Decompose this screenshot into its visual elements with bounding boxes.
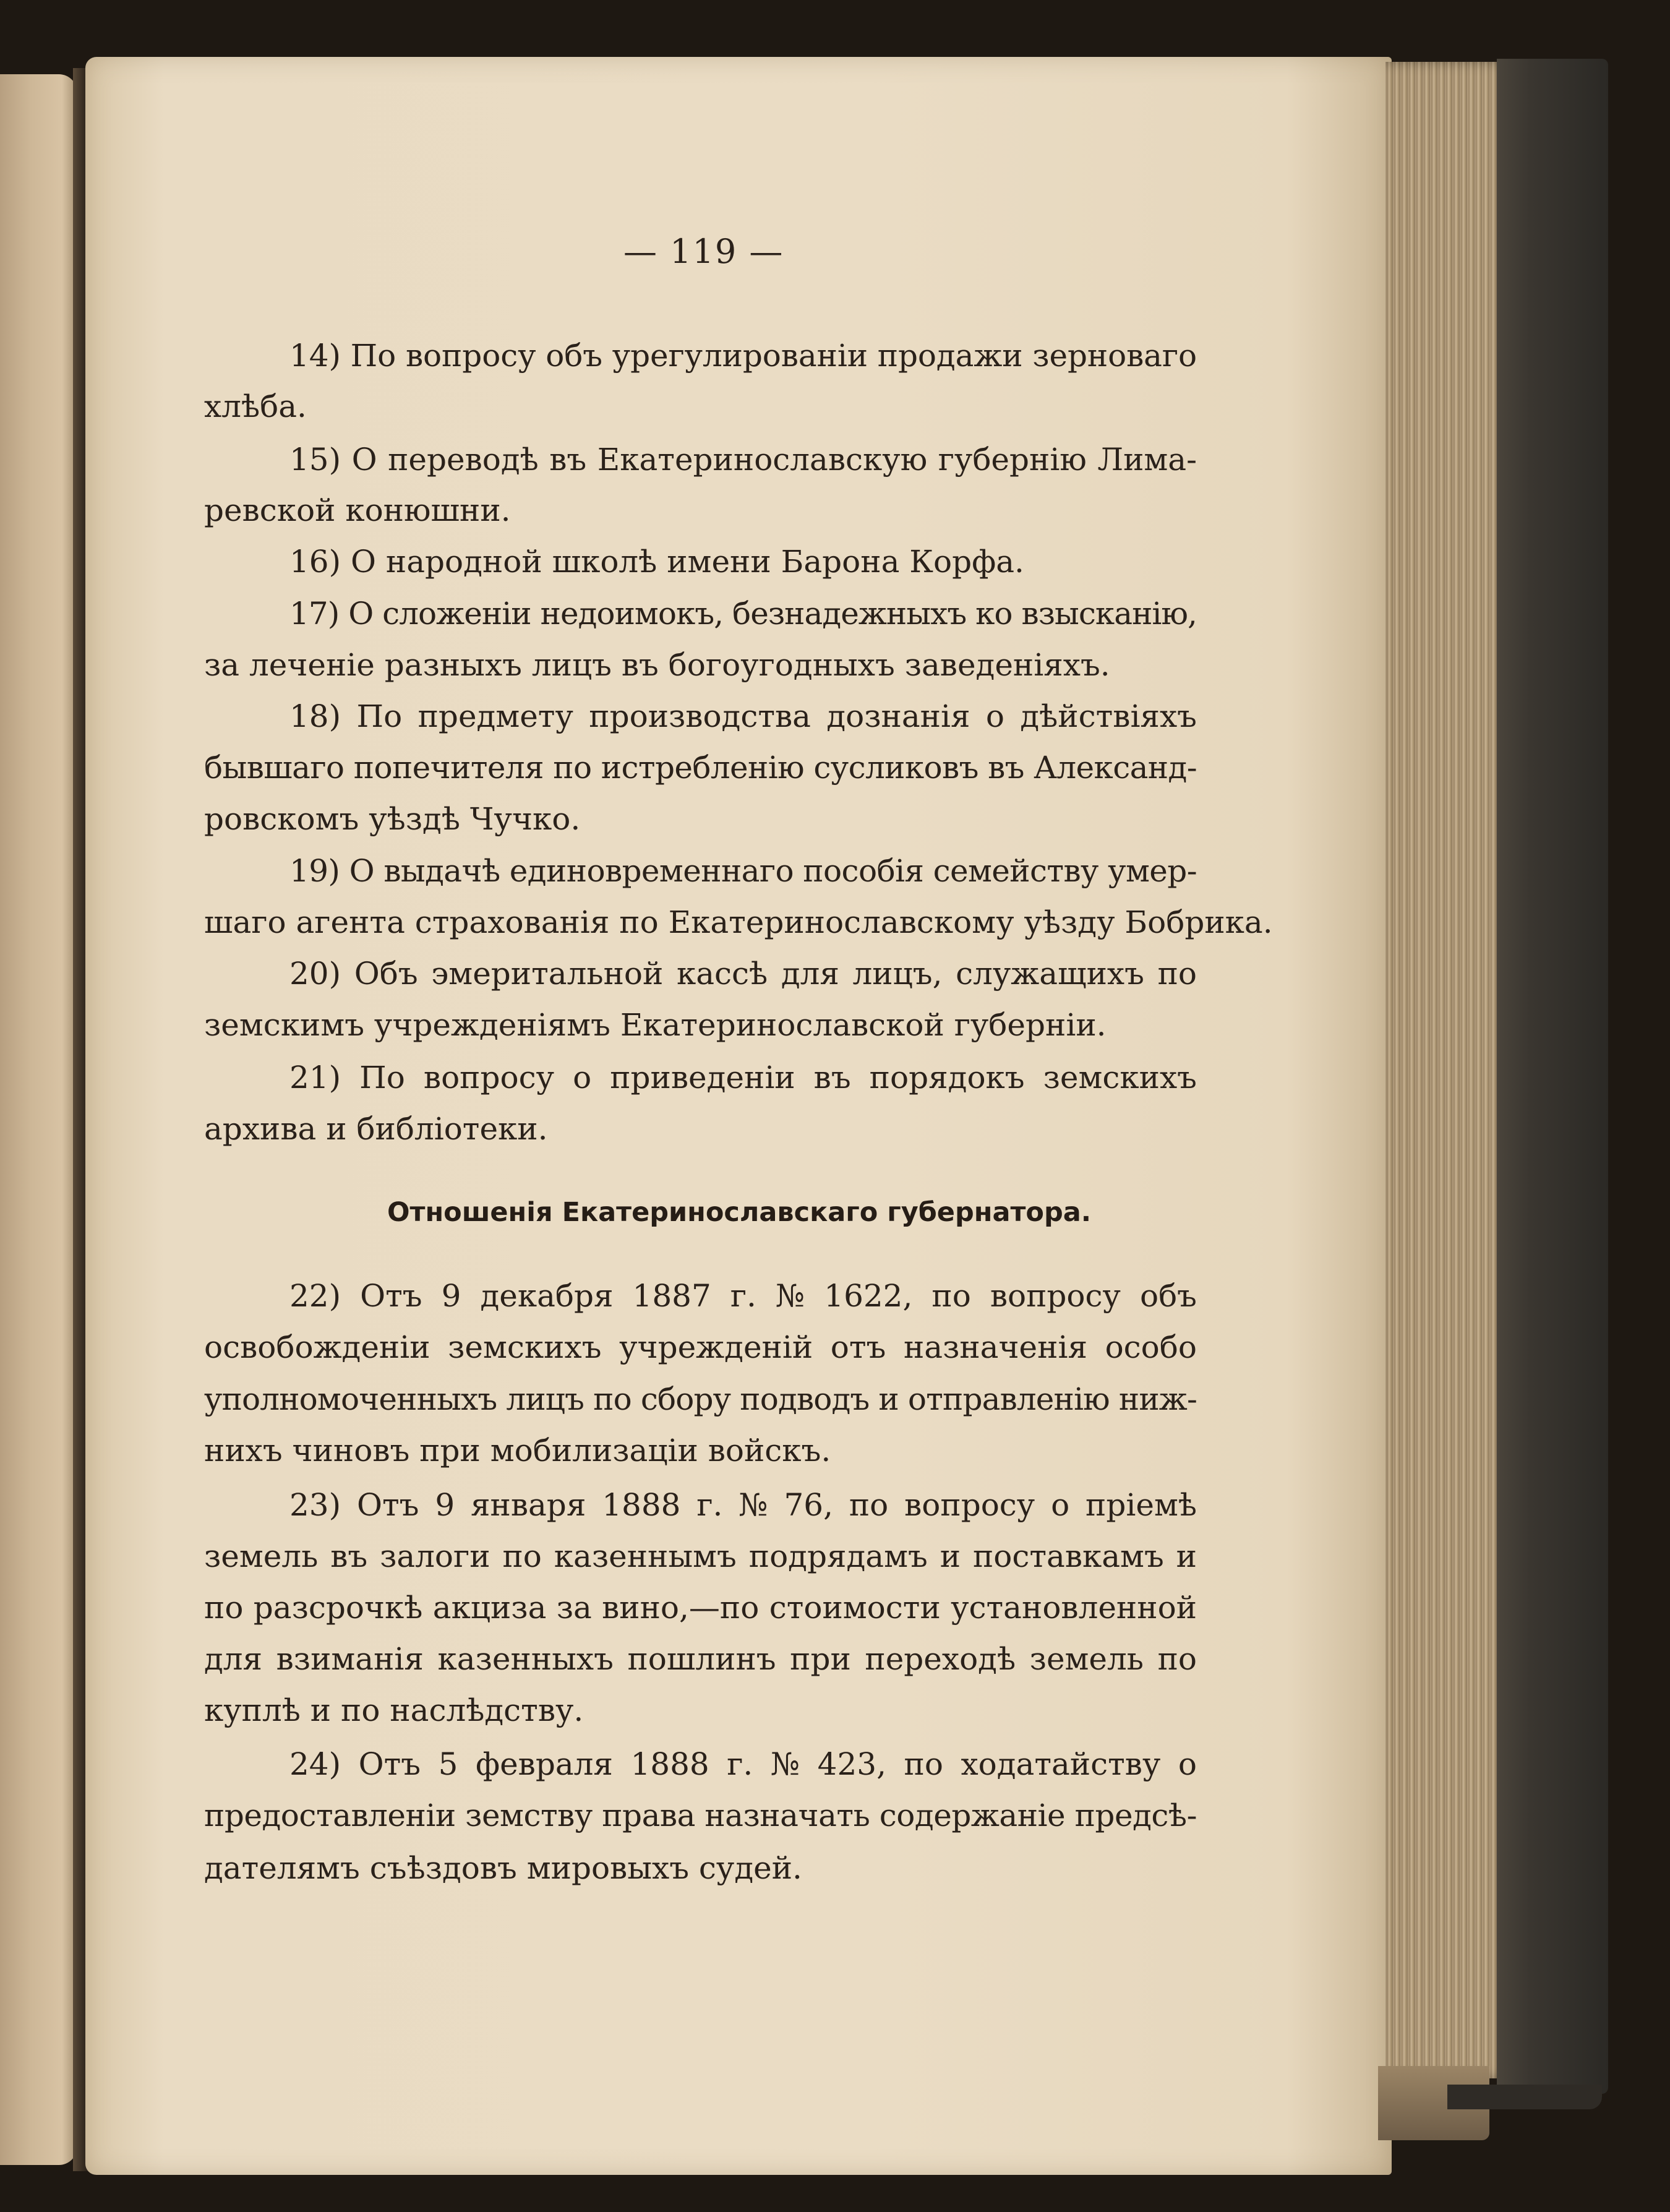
previous-page-edge [0, 74, 77, 2165]
text-line: бывшаго попечителя по истребленію сусликовъ въ Александ- [204, 750, 1197, 786]
text-line: 19) О выдачѣ единовременнаго пособія семейству умер- [289, 853, 1197, 889]
text-line: уполномоченныхъ лицъ по сбору подводъ и отправленію ниж- [204, 1381, 1197, 1417]
text-line: 18) По предмету производства дознанія о дѣйствіяхъ [289, 698, 1197, 734]
text-line: за леченіе разныхъ лицъ въ богоугодныхъ заведеніяхъ. [204, 647, 1110, 683]
text-line: нихъ чиновъ при мобилизаціи войскъ. [204, 1433, 831, 1468]
text-line: по разсрочкѣ акциза за вино,—по стоимости установленной [204, 1590, 1197, 1626]
page-number: — 119 — [623, 232, 784, 271]
text-line: 15) О переводѣ въ Екатеринославскую губернію Лима- [289, 442, 1197, 478]
text-line: ровскомъ уѣздѣ Чучко. [204, 801, 581, 837]
text-line: ревской конюшни. [204, 492, 511, 528]
text-line: земель въ залоги по казеннымъ подрядамъ и поставкамъ и [204, 1538, 1197, 1574]
text-line: дателямъ съѣздовъ мировыхъ судей. [204, 1850, 802, 1886]
text-line: 23) Отъ 9 января 1888 г. № 76, по вопросу о пріемѣ [289, 1487, 1197, 1523]
book-cover [1497, 59, 1608, 2094]
text-line: 20) Объ эмеритальной кассѣ для лицъ, служащихъ по [289, 956, 1197, 992]
text-line: 17) О сложеніи недоимокъ, безнадежныхъ ко взысканію, [289, 596, 1197, 632]
text-line: шаго агента страхованія по Екатеринославскому уѣзду Бобрика. [204, 904, 1273, 940]
text-line: для взиманія казенныхъ пошлинъ при переходѣ земель по [204, 1641, 1197, 1677]
text-line: куплѣ и по наслѣдству. [204, 1692, 584, 1728]
text-line: 16) О народной школѣ имени Барона Корфа. [289, 544, 1024, 580]
text-line: 24) Отъ 5 февраля 1888 г. № 423, по ходатайству о [289, 1746, 1197, 1782]
text-line: предоставленіи земству права назначать содержаніе предсѣ- [204, 1798, 1197, 1833]
text-line: земскимъ учрежденіямъ Екатеринославской губерніи. [204, 1007, 1107, 1043]
text-line: 22) Отъ 9 декабря 1887 г. № 1622, по вопросу объ [289, 1278, 1197, 1314]
page-block-edges [1385, 62, 1509, 2078]
text-line: архива и библіотеки. [204, 1111, 548, 1147]
book-cover-bottom [1447, 2085, 1602, 2109]
text-line: освобожденіи земскихъ учрежденій отъ назначенія особо [204, 1329, 1197, 1365]
text-line: 21) По вопросу о приведеніи въ порядокъ земскихъ [289, 1060, 1197, 1095]
text-line: хлѣба. [204, 388, 307, 424]
section-heading: Отношенія Екатеринославскаго губернатора. [387, 1197, 1092, 1228]
text-line: 14) По вопросу объ урегулированіи продажи зерноваго [289, 338, 1197, 374]
